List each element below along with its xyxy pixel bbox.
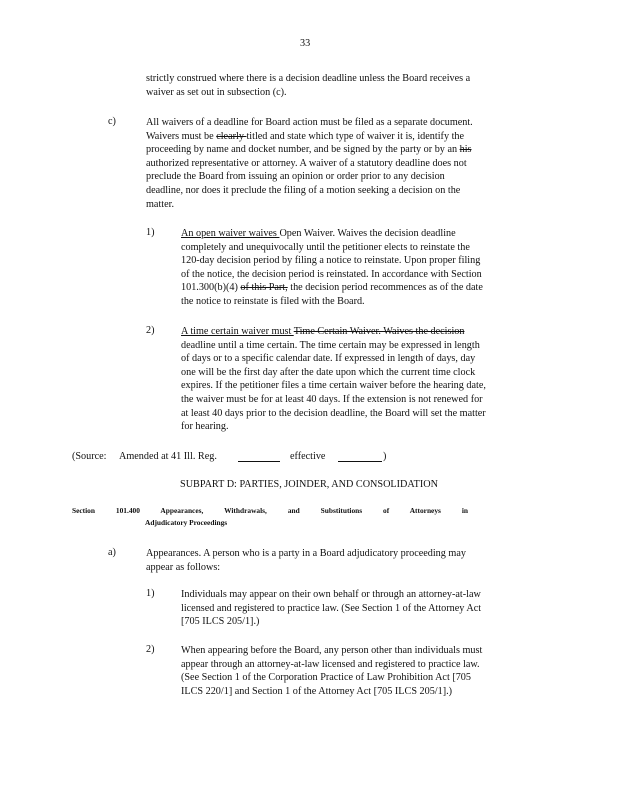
subsection-a-text xyxy=(146,547,518,574)
intro-line-2: waiver as set out in subsection (c). xyxy=(146,86,287,98)
c-line-7: matter. xyxy=(146,198,175,210)
c-line-5: preclude the Board from issuing an opinion or order prior to any decision xyxy=(146,171,445,183)
source-note xyxy=(72,450,402,464)
c-line-6: deadline, nor does it preclude the filing of a motion seeking a decision on the xyxy=(146,184,461,196)
source-effective: effective xyxy=(290,451,326,462)
c2-line-5: expires. If the petitioner files a time certain waiver before the hearing date, xyxy=(181,380,486,392)
deleted-text: clearly xyxy=(216,130,247,142)
a2-line-3: (See Section 1 of the Corporation Practice of Law Prohibition Act [705 xyxy=(181,672,471,684)
c2-line-1 xyxy=(181,325,537,339)
source-date-blank xyxy=(338,461,382,462)
section-heading-line-2: Adjudicatory Proceedings xyxy=(145,518,228,527)
c-line-2-c: titled and state which type of waiver it is, identify the xyxy=(246,130,465,142)
source-label: (Source: xyxy=(72,451,107,462)
item-c2-label: 2) xyxy=(146,325,155,336)
source-reg-blank xyxy=(238,461,280,462)
a2-line-2: appear through an attorney-at-law licensed and registered to practice law. xyxy=(181,658,480,670)
c2-line-2: deadline until a time certain. The time certain may be expressed in length xyxy=(181,339,480,351)
c-line-3-a: proceeding by name and docket number, and be signed by the party or by an xyxy=(146,144,460,156)
item-c2-text xyxy=(181,325,537,434)
c-line-2 xyxy=(146,130,530,144)
intro-line-1: strictly construed where there is a decision deadline unless the Board receives a xyxy=(146,73,471,84)
deleted-text: his xyxy=(459,144,472,156)
item-c1-label: 1) xyxy=(146,227,155,238)
inserted-text: An open waiver waives xyxy=(181,228,280,239)
c1-line-1-b: Open Waiver. Waives the decision deadline xyxy=(279,228,456,239)
item-a1-label: 1) xyxy=(146,588,155,599)
c1-line-5-a: 101.300(b)(4) xyxy=(181,282,241,294)
c-line-2-a: Waivers must be xyxy=(146,130,217,142)
c2-line-3: of days or to a specific calendar date. If expressed in length of days, day xyxy=(181,353,476,365)
section-heading xyxy=(72,505,468,529)
deleted-text: of this Part, xyxy=(240,282,288,294)
c-line-3 xyxy=(146,143,530,157)
source-close: ) xyxy=(383,451,387,462)
subsection-a-label: a) xyxy=(108,547,116,558)
item-a1-text xyxy=(181,588,535,629)
inserted-text: A time certain waiver must xyxy=(181,326,294,337)
source-amended: Amended at 41 Ill. Reg. xyxy=(119,451,217,462)
a2-line-1: When appearing before the Board, any person other than individuals must xyxy=(181,645,483,656)
c2-line-6: the waiver must be for at least 40 days. If the extension is not renewed for xyxy=(181,393,483,405)
c1-line-2: completely and unequivocally until the petitioner elects to reinstate the xyxy=(181,241,470,253)
c-line-1: All waivers of a deadline for Board action must be filed as a separate document. xyxy=(146,117,473,128)
section-heading-line-1: Section 101.400 Appearances, Withdrawals, and Substitutions of Attorneys in xyxy=(72,506,468,515)
c1-line-6: the notice to reinstate is filed with the Board. xyxy=(181,295,365,307)
c1-line-3: 120-day decision period by filing a notice to reinstate. Upon proper filing xyxy=(181,255,481,267)
a1-line-1: Individuals may appear on their own behalf or through an attorney-at-law xyxy=(181,589,481,600)
item-a2-text xyxy=(181,644,535,698)
subpart-heading: SUBPART D: PARTIES, JOINDER, AND CONSOLIDATION xyxy=(180,479,438,490)
item-a2-label: 2) xyxy=(146,644,155,655)
subsection-c-label: c) xyxy=(108,116,116,127)
c1-line-5 xyxy=(181,281,535,295)
c2-line-8: for hearing. xyxy=(181,421,229,433)
a1-line-3: [705 ILCS 205/1].) xyxy=(181,616,260,628)
a2-line-4: ILCS 220/1] and Section 1 of the Attorney Act [705 ILCS 205/1].) xyxy=(181,685,453,697)
c2-line-7: at least 40 days prior to the decision deadline, the Board will set the matter xyxy=(181,407,486,419)
c2-line-4: one will be the first day after the date upon which the current time clock xyxy=(181,366,476,378)
item-c1-text xyxy=(181,227,535,309)
a-line-1: Appearances. A person who is a party in a Board adjudicatory proceeding may xyxy=(146,548,466,559)
intro-paragraph xyxy=(146,72,528,99)
c-line-4: authorized representative or attorney. A waiver of a statutory deadline does not xyxy=(146,157,467,169)
page-number: 33 xyxy=(300,38,311,49)
deleted-text: Time Certain Waiver. Waives the decision xyxy=(293,326,465,337)
a1-line-2: licensed and registered to practice law. (See Section 1 of the Attorney Act xyxy=(181,602,482,614)
c1-line-5-c: the decision period recommences as of the date xyxy=(287,282,483,294)
c1-line-1 xyxy=(181,227,535,241)
a-line-2: appear as follows: xyxy=(146,561,221,573)
subsection-c-text xyxy=(146,116,530,211)
c1-line-4: of the notice, the decision period is reinstated. In accordance with Section xyxy=(181,268,482,280)
